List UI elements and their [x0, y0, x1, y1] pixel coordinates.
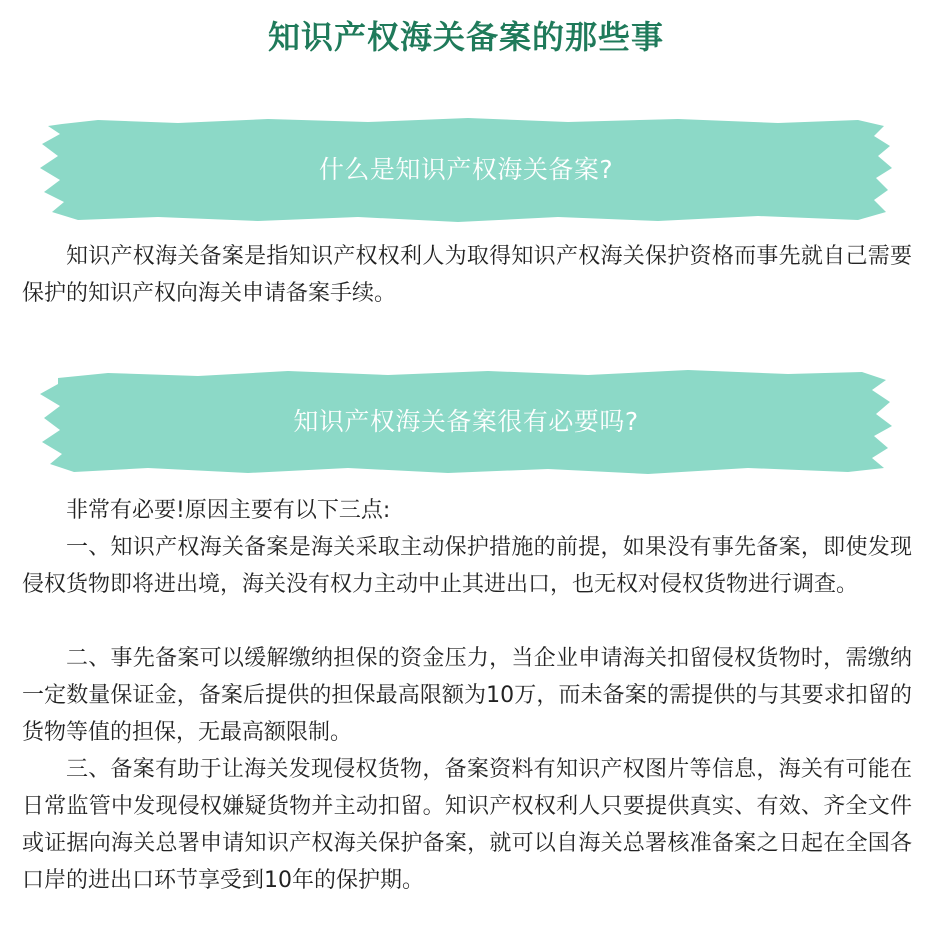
section-heading-necessity: 知识产权海关备案很有必要吗?: [293, 407, 639, 436]
paragraph-definition: 知识产权海关备案是指知识产权权利人为取得知识产权海关保护资格而事先就自己需要保护的知识产权向海关申请备案手续。: [22, 244, 912, 306]
paragraph-point-1: 一、知识产权海关备案是海关采取主动保护措施的前提，如果没有事先备案，即使发现侵权货物即将进出境，海关没有权力主动中止其进出口，也无权对侵权货物进行调查。: [22, 535, 912, 597]
paragraph-point-2: 二、事先备案可以缓解缴纳担保的资金压力，当企业申请海关扣留侵权货物时，需缴纳一定数量保证金，备案后提供的担保最高限额为10万，而未备案的需提供的与其要求扣留的货物等值的担保，无最高额限制。: [22, 646, 912, 745]
section-heading-banner: [38, 368, 894, 476]
paragraph-point-3: 三、备案有助于让海关发现侵权货物，备案资料有知识产权图片等信息，海关有可能在日常监管中发现侵权嫌疑货物并主动扣留。知识产权权利人只要提供真实、有效、齐全文件或证据向海关总署申请知识产权海关保护备案，就可以自海关总署核准备案之日起在全国各口岸的进出口环节享受到10年的保护期。: [22, 757, 912, 893]
page-title: 知识产权海关备案的那些事: [267, 18, 664, 56]
section-heading-banner: [38, 116, 894, 224]
section-heading-what: 什么是知识产权海关备案?: [318, 155, 614, 184]
paragraph-intro: 非常有必要!原因主要有以下三点:: [66, 498, 391, 523]
